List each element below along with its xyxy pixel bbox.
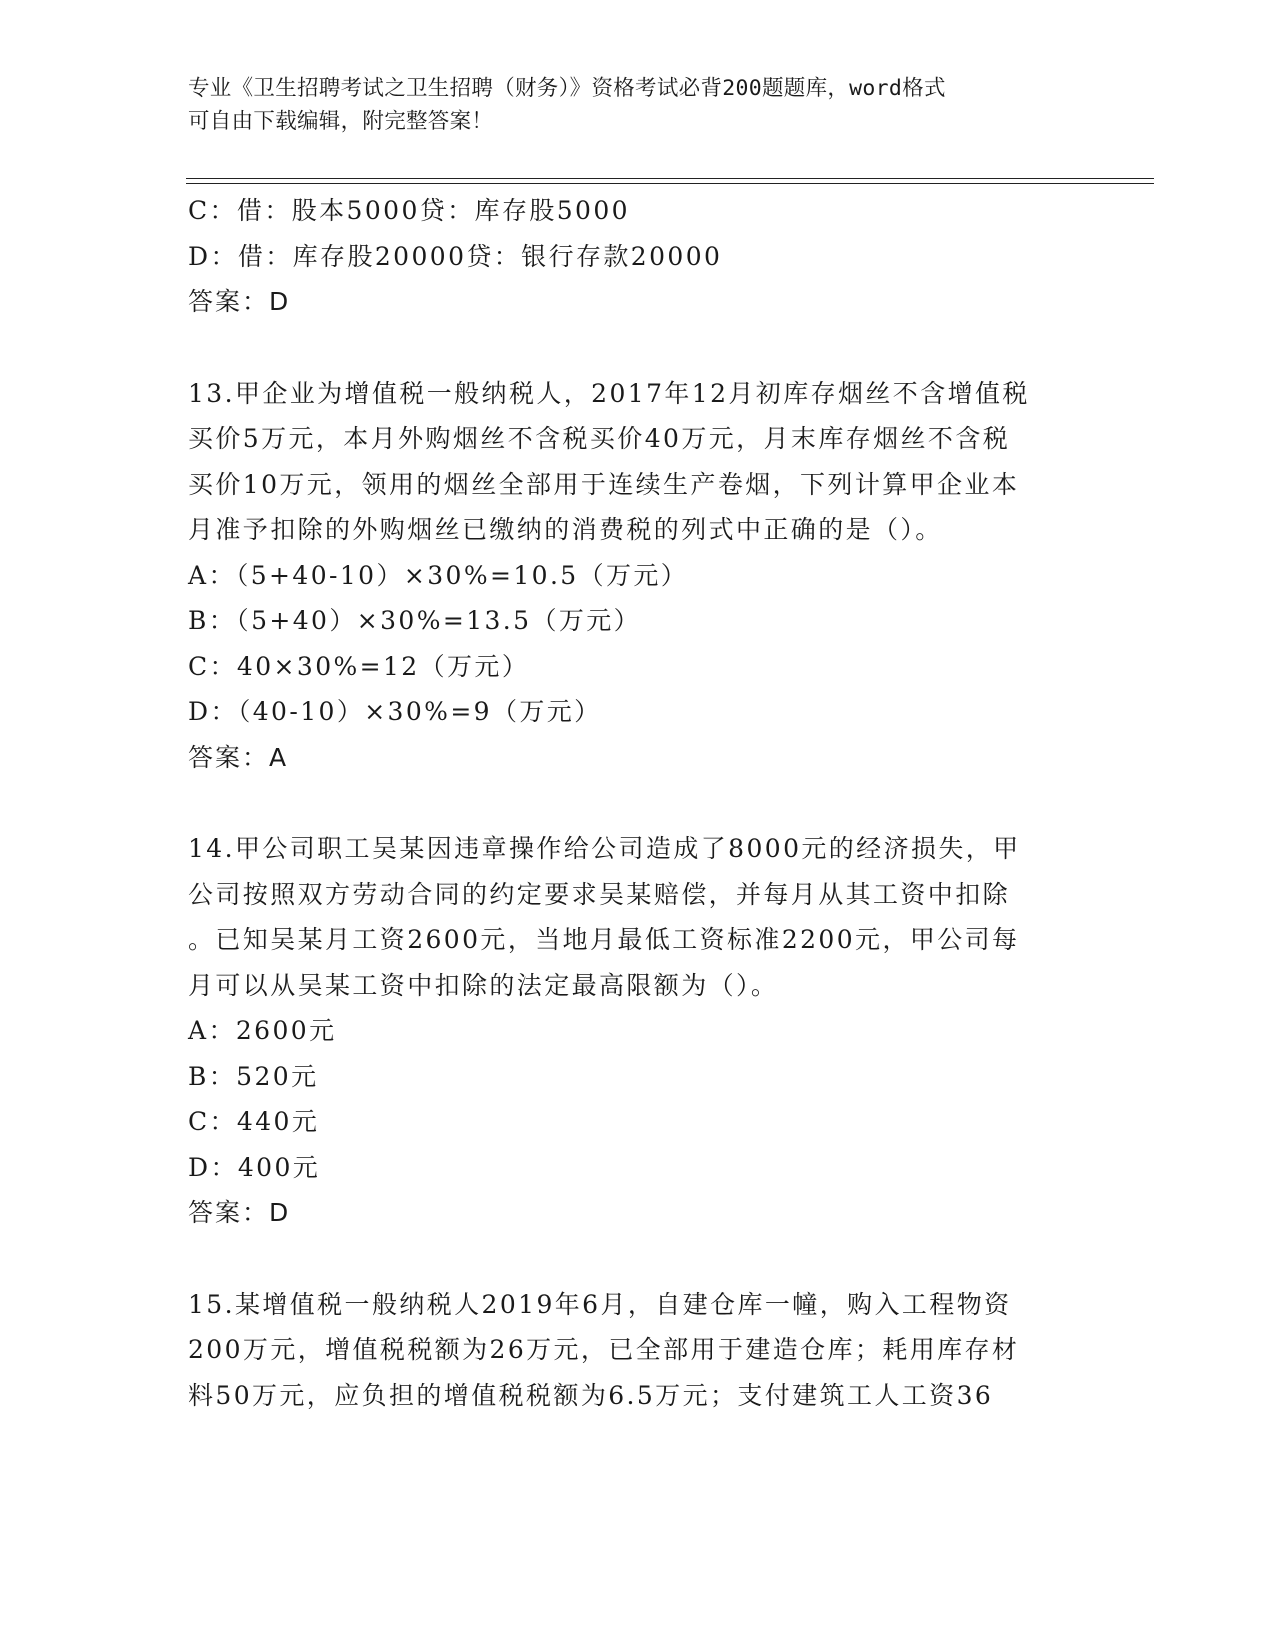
option-d: D：（40-10）×30%=9（万元）	[188, 697, 602, 726]
question-stem-line: 15.某增值税一般纳税人2019年6月，自建仓库一幢，购入工程物资	[188, 1289, 1012, 1319]
header-line-1: 专业《卫生招聘考试之卫生招聘（财务）》资格考试必背200题题库，word格式	[188, 76, 946, 101]
answer-line: 答案：A	[188, 742, 289, 772]
question-stem-line: 公司按照双方劳动合同的约定要求吴某赔偿，并每月从其工资中扣除	[188, 879, 1011, 909]
question-stem-line: 买价10万元，领用的烟丝全部用于连续生产卷烟，下列计算甲企业本	[188, 469, 1020, 499]
question-12-tail	[188, 188, 1088, 325]
spacer	[188, 325, 1088, 371]
header-divider-top	[186, 178, 1154, 179]
header-line-2: 可自由下载编辑，附完整答案！	[188, 109, 494, 134]
option-a: A：2600元	[188, 1016, 337, 1045]
document-body	[188, 188, 1088, 1418]
question-stem-line: 月准予扣除的外购烟丝已缴纳的消费税的列式中正确的是（）。	[188, 515, 943, 544]
question-15	[188, 1282, 1088, 1419]
question-stem-line: 料50万元，应负担的增值税税额为6.5万元；支付建筑工人工资36	[188, 1380, 994, 1410]
question-stem-line: 200万元，增值税税额为26万元，已全部用于建造仓库；耗用库存材	[188, 1335, 1020, 1364]
option-a: A：（5+40-10）×30%=10.5（万元）	[188, 560, 689, 590]
question-stem-line: 13.甲企业为增值税一般纳税人，2017年12月初库存烟丝不含增值税	[188, 378, 1030, 408]
question-14	[188, 826, 1088, 1236]
spacer	[188, 1236, 1088, 1282]
question-13	[188, 371, 1088, 781]
option-c: C：借：股本5000贷：库存股5000	[188, 196, 630, 225]
option-b: B：（5+40）×30%=13.5（万元）	[188, 606, 642, 635]
question-stem-line: 。已知吴某月工资2600元，当地月最低工资标准2200元，甲公司每	[188, 925, 1020, 954]
option-c: C：440元	[188, 1107, 320, 1136]
option-d: D：借：库存股20000贷：银行存款20000	[188, 241, 723, 271]
question-stem-line: 月可以从吴某工资中扣除的法定最高限额为（）。	[188, 970, 779, 1000]
document-header	[188, 72, 1068, 138]
answer-line: 答案：D	[188, 1198, 291, 1227]
question-stem-line: 买价5万元，本月外购烟丝不含税买价40万元，月末库存烟丝不含税	[188, 424, 1011, 453]
option-d: D：400元	[188, 1152, 321, 1182]
question-stem-line: 14.甲公司职工吴某因违章操作给公司造成了8000元的经济损失，甲	[188, 834, 1021, 863]
option-c: C：40×30%=12（万元）	[188, 651, 530, 681]
option-b: B：520元	[188, 1061, 319, 1091]
header-divider-bottom	[186, 183, 1154, 184]
spacer	[188, 780, 1088, 826]
answer-line: 答案：D	[188, 287, 291, 316]
